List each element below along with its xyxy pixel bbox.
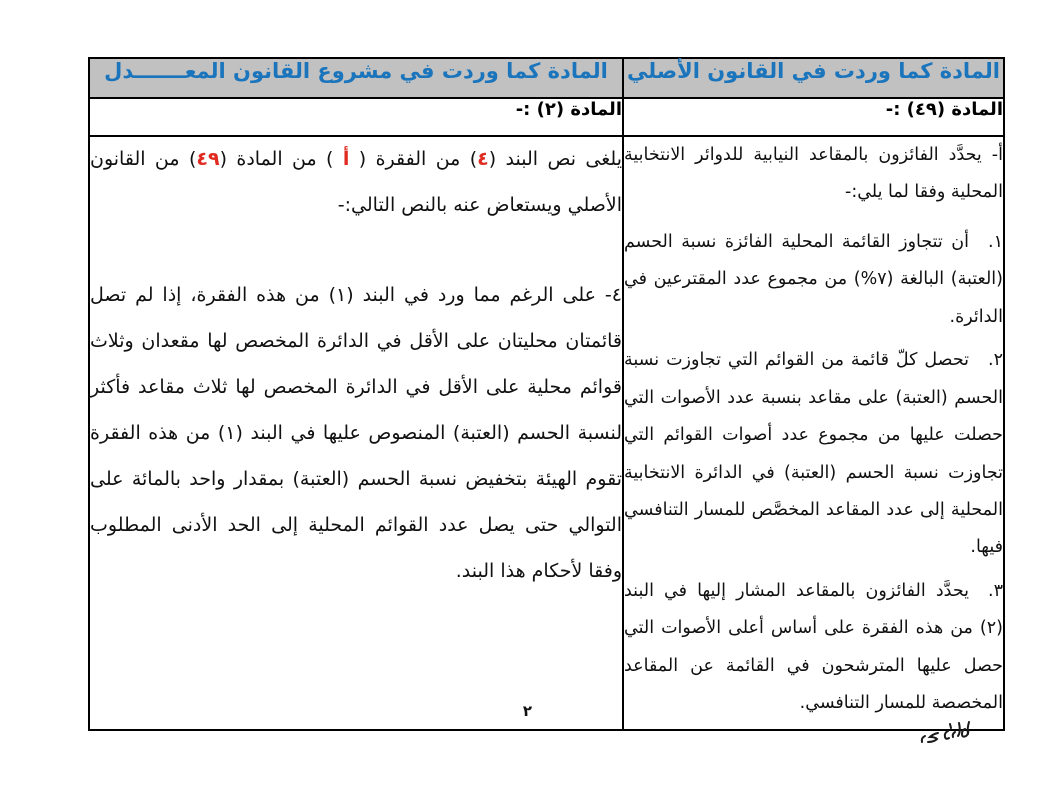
amended-draft-text-cell bbox=[89, 136, 623, 730]
amended-intro-paragraph bbox=[90, 137, 622, 229]
amended-intro-part: يلغى نص البند ( bbox=[488, 148, 622, 170]
item-2-number: ٢. bbox=[988, 350, 1003, 371]
item-2-text: تحصل كلّ قائمة من القوائم التي تجاوزت نسبة الحسم (العتبة) على مقاعد بنسبة عدد الأصوات التي حصلت عليها من مجموع عدد أصوات القوائم التي تجاوزت نسبة الحسم (العتبة) في الدائرة الانتخابية المحلية إلى عدد المقاعد المخصَّص للمسار التنافسي فيها. bbox=[624, 350, 1003, 558]
amended-intro-part: ) من الفقرة ( bbox=[349, 148, 478, 170]
amended-intro-part: ) من المادة ( bbox=[219, 148, 343, 170]
item-1-number: ١. bbox=[988, 231, 1003, 252]
original-item-2 bbox=[624, 342, 1003, 567]
original-item-3 bbox=[624, 573, 1003, 723]
table-body-row bbox=[89, 136, 1004, 730]
item-1-text: أن تتجاوز القائمة المحلية الفائزة نسبة الحسم (العتبة) البالغة (٧%) من مجموع عدد المقترعين في الدائرة. bbox=[624, 231, 1003, 327]
amended-intro-part: ) من القانون الأصلي ويستعاض عنه بالنص التالي:- bbox=[90, 148, 622, 216]
original-item-1 bbox=[624, 224, 1003, 336]
original-law-text-cell bbox=[623, 136, 1004, 730]
handwritten-signature-mark bbox=[912, 716, 974, 752]
amended-body-paragraph: ٤- على الرغم مما ورد في البند (١) من هذه الفقرة، إذا لم تصل قائمتان محليتان على الأقل في الدائرة المخصص لها مقعدان وثلاث قوائم محلية على الأقل في الدائرة المخصص لها ثلاث مقاعد فأكثر لنسبة الحسم (العتبة) المنصوص عليها في البند (١) من هذه الفقرة تقوم الهيئة بتخفيض نسبة الحسم (العتبة) بمقدار واحد بالمائة على التوالي حتى يصل عدد القوائم المحلية إلى الحد الأدنى المطلوب وفقا لأحكام هذا البند. bbox=[90, 283, 622, 582]
article-number-row bbox=[89, 98, 1004, 136]
red-article-number-49: ٤٩ bbox=[196, 148, 220, 170]
article-number-original: المادة (٤٩) :- bbox=[623, 98, 1004, 136]
item-3-number: ٣. bbox=[988, 580, 1003, 601]
law-comparison-table bbox=[88, 57, 1005, 731]
header-amended-draft: المادة كما وردت في مشروع القانون المعـــــــدل bbox=[89, 58, 623, 98]
header-original-law: المادة كما وردت في القانون الأصلي bbox=[623, 58, 1004, 98]
original-intro-paragraph: أ- يحدَّد الفائزون بالمقاعد النيابية للدوائر الانتخابية المحلية وفقا لما يلي:- bbox=[624, 145, 1003, 203]
article-number-amended: المادة (٢) :- bbox=[89, 98, 623, 136]
red-clause-number-4: ٤ bbox=[477, 148, 489, 170]
item-3-text: يحدَّد الفائزون بالمقاعد المشار إليها في البند (٢) من هذه الفقرة على أساس أعلى الأصوات التي حصل عليها المترشحون في القائمة عن المقاعد المخصصة للمسار التنافسي. bbox=[624, 580, 1003, 714]
red-paragraph-letter: أ bbox=[342, 148, 350, 170]
table-header-row bbox=[89, 58, 1004, 98]
page-number: ٢ bbox=[522, 702, 533, 720]
